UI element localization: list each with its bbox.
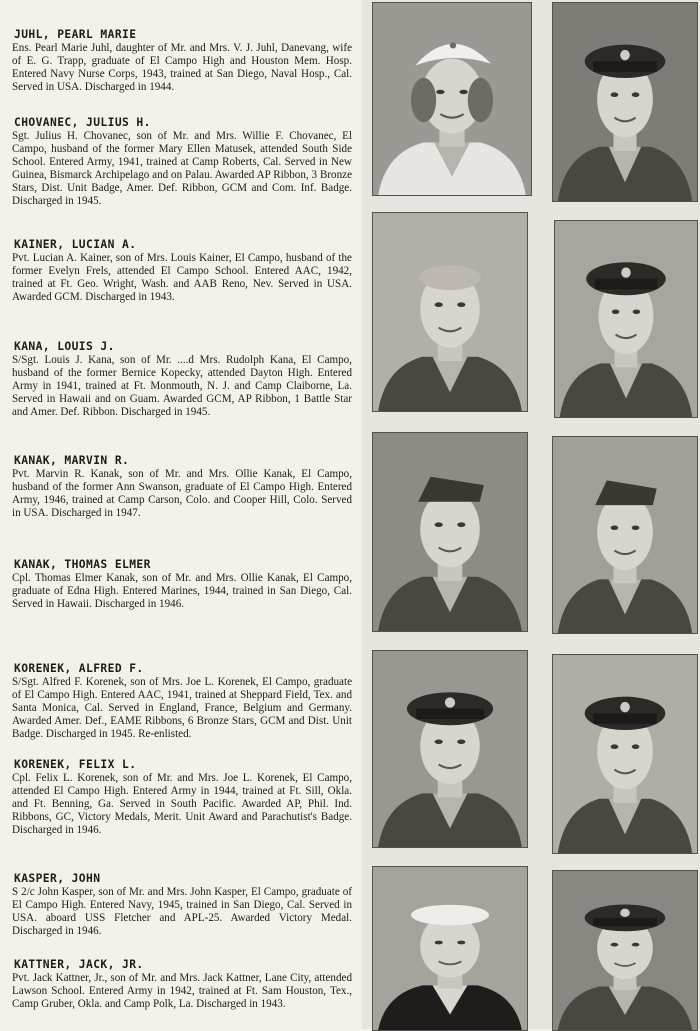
entry-name: KASPER, JOHN (14, 872, 101, 885)
entry-kanak-thomas (12, 558, 352, 611)
portrait-image (553, 655, 697, 853)
entry-kasper (12, 872, 352, 938)
portrait-image (373, 213, 527, 411)
entry-bio: Pvt. Lucian A. Kainer, son of Mrs. Louis Kainer, El Campo, husband of the former Evelyn Frels, attended El Campo School. Entered AAC, 1942, trained at Ft. Geo. Wright, Wash. and AAB Reno, Nev. Served in USA. Awarded GCM. Discharged in 1943. (12, 252, 352, 303)
entry-name: KORENEK, FELIX L. (14, 758, 137, 771)
portrait-chovanec (552, 2, 698, 202)
entry-kanak-marvin (12, 454, 352, 520)
entry-bio: S/Sgt. Alfred F. Korenek, son of Mrs. Joe L. Korenek, El Campo, graduate of El Campo High. Entered AAC, 1941, trained at Sheppard Field, Tex. and Santa Monica, Cal. Served in England, France, Belgium and Germany. Awarded Amer. Def., EAME Ribbons, 6 Bronze Stars, GCM and Dist. Unit Badge. Discharged in 1945. Re-enlisted. (12, 676, 352, 740)
entry-juhl (12, 28, 352, 94)
portrait-kasper (372, 866, 528, 1031)
portrait-kattner (552, 870, 698, 1031)
entry-name: KANA, LOUIS J. (14, 340, 115, 353)
entry-bio: Pvt. Jack Kattner, Jr., son of Mr. and Mrs. Jack Kattner, Lane City, attended Lawson School. Entered Army in 1942, trained at Ft. Sam Houston, Tex., Camp Gruber, Okla. and Camp Polk, La. Discharged in 1943. (12, 972, 352, 1010)
entry-bio: Ens. Pearl Marie Juhl, daughter of Mr. and Mrs. V. J. Juhl, Danevang, wife of E. G. Trapp, graduate of El Campo High and Houston Mem. Hosp. Entered Navy Nurse Corps, 1943, trained at San Diego, Naval Hosp., Cal. Served in USA. Discharged in 1944. (12, 42, 352, 93)
entry-name: JUHL, PEARL MARIE (14, 28, 137, 41)
portrait-juhl (372, 2, 532, 196)
portrait-kainer (372, 212, 528, 412)
portrait-image (373, 3, 531, 195)
entry-name: KANAK, MARVIN R. (14, 454, 130, 467)
portrait-kana (554, 220, 698, 418)
entry-bio: Cpl. Felix L. Korenek, son of Mr. and Mrs. Joe L. Korenek, El Campo, attended El Campo High. Entered Army in 1944, trained at Ft. Sill, Okla. and Ft. Benning, Ga. Served in South Pacific. Awarded AP, Phil. Ind. Ribbons, GC, Victory Medals, Merit. Unit Award and Parachutist's Badge. Discharged in 1946. (12, 772, 352, 836)
portrait-image (553, 871, 697, 1030)
portrait-image (555, 221, 697, 417)
portrait-image (373, 433, 527, 631)
entry-name: KORENEK, ALFRED F. (14, 662, 144, 675)
entry-bio: Pvt. Marvin R. Kanak, son of Mr. and Mrs. Ollie Kanak, El Campo, husband of the former Ann Swanson, graduate of El Campo High. Entered Army, 1946, trained at Camp Carson, Colo. and Cooper Hill, Colo. Served in USA. Discharged in 1947. (12, 468, 352, 519)
entry-chovanec (12, 116, 352, 207)
entry-korenek-alfred (12, 662, 352, 741)
entry-bio: S/Sgt. Louis J. Kana, son of Mr. ....d Mrs. Rudolph Kana, El Campo, husband of the former Bernice Kopecky, attended Dayton High. Entered Army in 1941, trained at Ft. Monmouth, N. J. and Camp Claiborne, La. Served in Hawaii and on Guam. Awarded GCM, AP Ribbon, 1 Battle Star and Amer. Def. Ribbon. Discharged in 1945. (12, 354, 352, 418)
entry-name: KANAK, THOMAS ELMER (14, 558, 151, 571)
entry-name: CHOVANEC, JULIUS H. (14, 116, 151, 129)
entry-kana (12, 340, 352, 419)
portrait-kanak-thomas (552, 436, 698, 634)
portrait-image (373, 651, 527, 847)
entry-name: KATTNER, JACK, JR. (14, 958, 144, 971)
portrait-image (553, 437, 697, 633)
entry-korenek-felix (12, 758, 352, 837)
portrait-image (373, 867, 527, 1030)
entry-kainer (12, 238, 352, 304)
entry-name: KAINER, LUCIAN A. (14, 238, 137, 251)
portrait-kanak-marvin (372, 432, 528, 632)
entry-bio: Sgt. Julius H. Chovanec, son of Mr. and Mrs. Willie F. Chovanec, El Campo, husband of the former Mary Ellen Matusek, attended South Side School. Entered Army, 1941, trained at Camp Roberts, Cal. Served in New Guinea, Bismarck Archipelago and on Palau. Awarded AP Ribbon, 3 Bronze Stars, Dist. Unit Badge, Amer. Def. Ribbon, GCM and Com. Inf. Badge. Discharged in 1945. (12, 130, 352, 207)
entry-kattner (12, 958, 352, 1011)
portrait-korenek-felix (552, 654, 698, 854)
entry-bio: S 2/c John Kasper, son of Mr. and Mrs. John Kasper, El Campo, graduate of El Campo High. Entered Navy, 1945, trained in San Diego, Cal. Served in USA. aboard USS Fletcher and APL-25. Awarded Victory Medal. Discharged in 1946. (12, 886, 352, 937)
entry-bio: Cpl. Thomas Elmer Kanak, son of Mr. and Mrs. Ollie Kanak, El Campo, graduate of Edna High. Entered Marines, 1944, trained in San Diego, Cal. Served in Hawaii. Discharged in 1946. (12, 572, 352, 610)
portrait-korenek-alfred (372, 650, 528, 848)
portrait-grid (362, 0, 700, 1029)
portrait-image (553, 3, 697, 201)
